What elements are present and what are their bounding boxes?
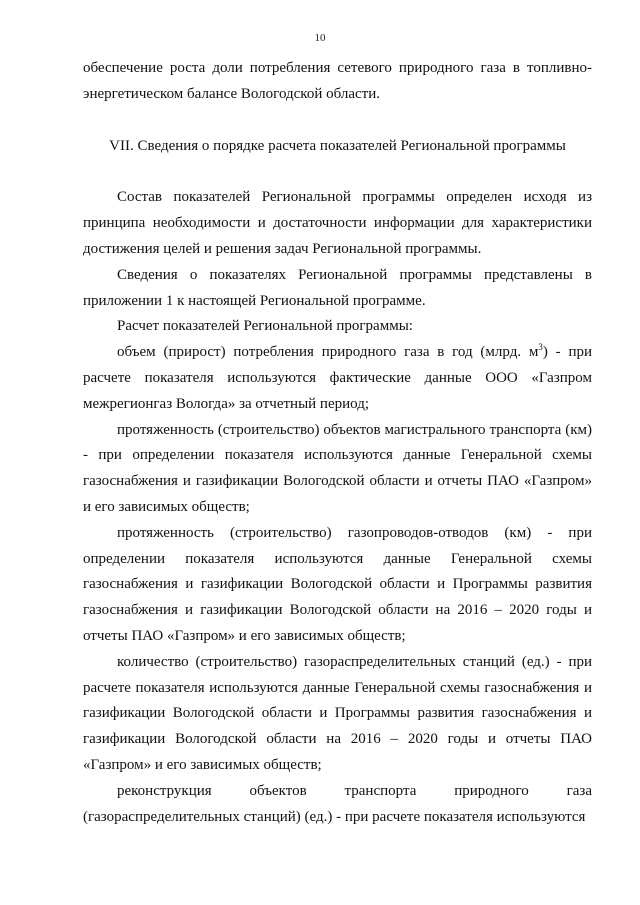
cubic-superscript: 3 [538,342,543,353]
lead-paragraph: обеспечение роста доли потребления сетевого природного газа в топливно-энергетическом балансе Вологодской области. [83,60,592,102]
indicator-item-branch-pipelines-length: протяженность (строительство) газопроводов-отводов (км) - при определении показателя используются данные Генеральной схемы газоснабжения и газификации Вологодской области и Программы развития газоснабжения и газификации Вологодской области на 2016 – 2020 годы и отчеты ПАО «Газпром» и его зависимых обществ; [83,524,592,644]
indicator-item-distribution-stations-count: количество (строительство) газораспределительных станций (ед.) - при расчете показателя используются данные Генеральной схемы газоснабжения и газификации Вологодской области и Программы развития газоснабжения и газификации Вологодской области на 2016 – 2020 годы и отчеты ПАО «Газпром» и его зависимых обществ; [83,653,592,773]
indicator-item-gas-volume-rest: ) - при расчете показателя используются фактические данные ООО «Газпром межрегионгаз Вологда» за отчетный период; [83,344,593,412]
section-heading: VII. Сведения о порядке расчета показателей Региональной программы [109,137,566,154]
page-number: 10 [314,32,326,44]
indicator-item-main-transport-length: протяженность (строительство) объектов магистрального транспорта (км) - при определении показателя используются данные Генеральной схемы газоснабжения и газификации Вологодской области и отчеты ПАО «Газпром» и его зависимых обществ; [83,421,592,515]
document-body [83,56,592,830]
paragraph-composition: Состав показателей Региональной программы определен исходя из принципа необходимости и достаточности информации для характеристики достижения целей и решения задач Региональной программы. [83,189,592,257]
paragraph-appendix-reference: Сведения о показателях Региональной программы представлены в приложении 1 к настоящей Региональной программе. [83,266,592,309]
spacer [83,159,592,185]
indicator-item-gas-volume-text: объем (прирост) потребления природного газа в год (млрд. м [117,344,539,361]
spacer [83,108,592,134]
paragraph-calculation-intro: Расчет показателей Региональной программы: [117,318,413,335]
indicator-item-reconstruction: реконструкция объектов транспорта природного газа (газораспределительных станций) (ед.) - при расчете показателя используются [83,782,592,825]
indicator-item-gas-volume [83,340,592,417]
